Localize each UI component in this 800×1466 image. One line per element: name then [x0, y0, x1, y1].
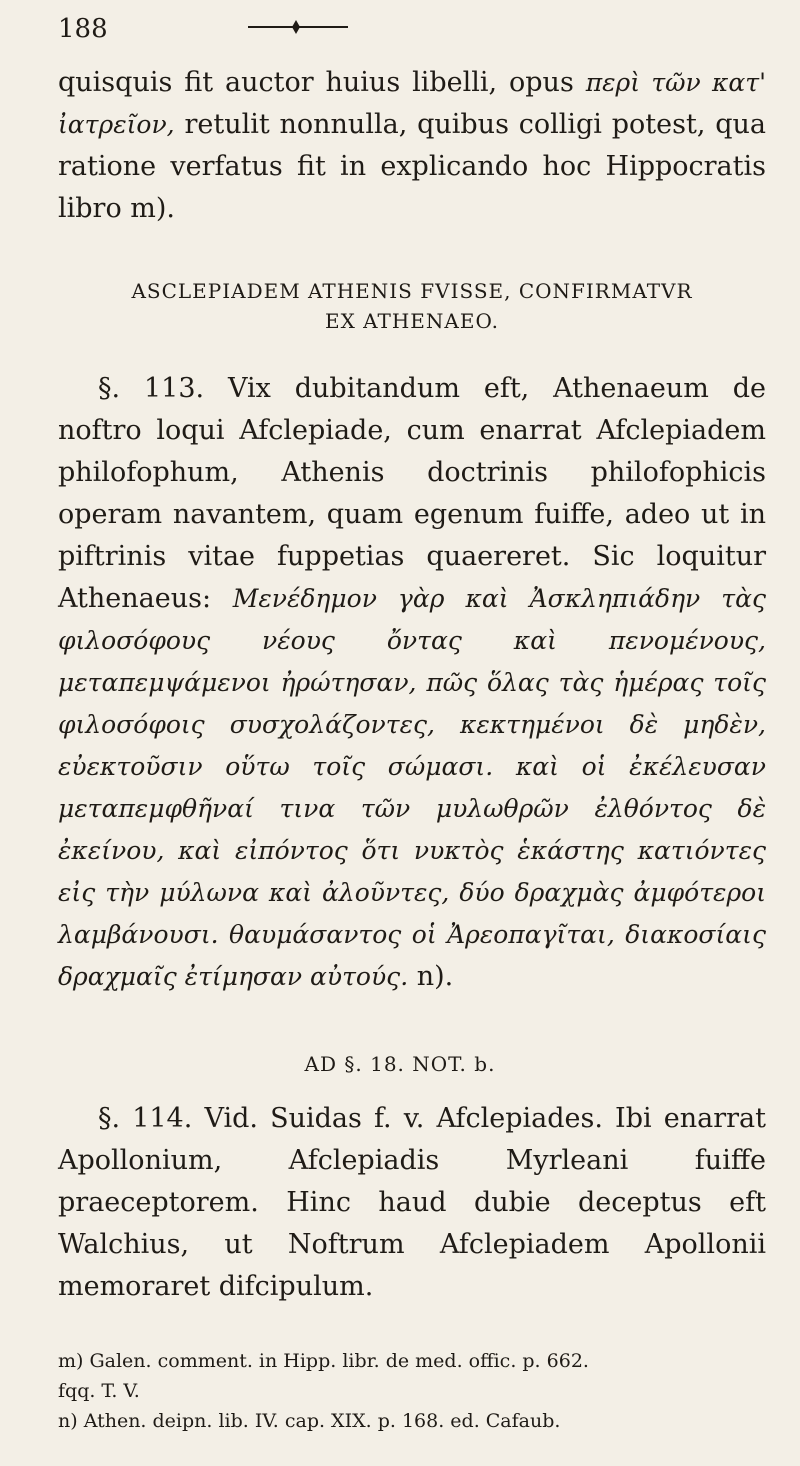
- footnote-m-cont: fqq. T. V.: [58, 1380, 140, 1402]
- paragraph-113: §. 113. Vix dubitandum eft, Athenaeum de noftro loqui Afclepiade, cum enarrat Afclepiadem philofophum, Athenis doctrinis philofophicis operam navantem, quam egenum fuiffe, adeo ut in piftrinis vitae fuppetias quaereret. Sic loquitur Athenaeus: Μενέδημον γὰρ καὶ Ἀσκληπιάδην τὰς φιλοσόφους νέους ὄντας καὶ πενομένους, μεταπεμψάμενοι ἠρώτησαν, πῶς ὅλας τὰς ἡμέρας τοῖς φιλοσόφοις συσχολάζοντες, κεκτημένοι δὲ μηδὲν, εὐεκτοῦσιν οὕτω τοῖς σώμασι. καὶ οἱ ἐκέλευσαν μεταπεμφθῆναί τινα τῶν μυλωθρῶν ἐλθόντος δὲ ἐκείνου, καὶ εἰπόντος ὅτι νυκτὸς ἑκάστης κατιόντες εἰς τὴν μύλωνα καὶ ἀλοῦντες, δύο δραχμὰς ἀμφότεροι λαμβάνουσι. θαυμάσαντος οἱ Ἀρεοπαγῖται, διακοσίαις δραχμαῖς ἐτίμησαν αὐτούς. n).: [58, 373, 766, 992]
- page-number: 188: [58, 14, 108, 44]
- note-reference-heading: AD §. 18. NOT. b.: [304, 1052, 496, 1076]
- footnote-n: n) Athen. deipn. lib. IV. cap. XIX. p. 168. ed. Cafaub.: [58, 1410, 561, 1432]
- footnotes: [58, 1346, 766, 1436]
- paragraph-114: §. 114. Vid. Suidas f. v. Afclepiades. Ibi enarrat Apollonium, Afclepiadis Myrleani fuiffe praeceptorem. Hinc haud dubie deceptus eft Walchius, ut Noftrum Afclepiadem Apollonii memoraret difcipulum.: [58, 1103, 766, 1302]
- section-heading: ASCLEPIADEM ATHENIS FVISSE, CONFIRMATVR EX ATHENAEO.: [131, 279, 693, 333]
- ornament-rule-icon: [248, 16, 348, 38]
- paragraph-intro: quisquis fit auctor huius libelli, opus περὶ τῶν κατ' ἰατρεῖον, retulit nonnulla, quibus colligi potest, qua ratione verfatus fit in explicando hoc Hippocratis libro m).: [58, 67, 766, 224]
- footnote-m: m) Galen. comment. in Hipp. libr. de med. offic. p. 662.: [58, 1350, 589, 1372]
